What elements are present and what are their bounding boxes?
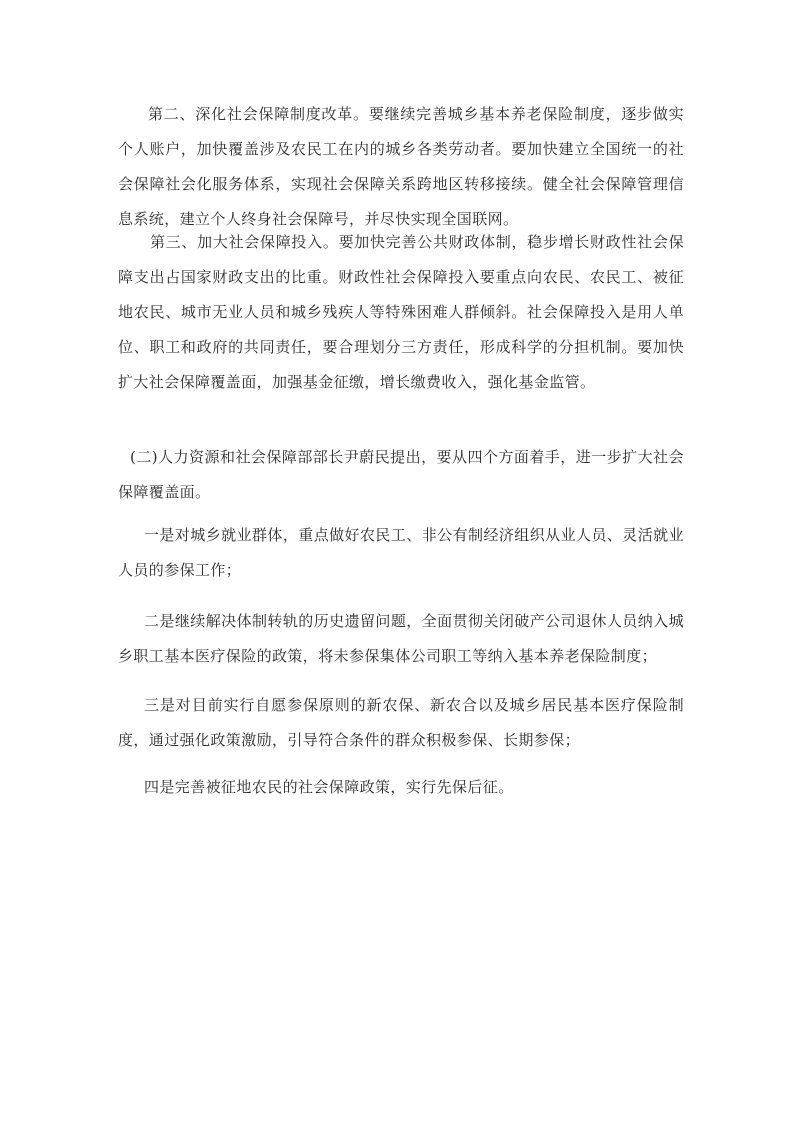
paragraph-item-two: 二是继续解决体制转轨的历史遗留问题，全面贯彻关闭破产公司退休人员纳入城乡职工基本医疗保险的政策，将未参保集体公司职工等纳入基本养老保险制度； bbox=[118, 612, 684, 665]
paragraph-item-three: 三是对目前实行自愿参保原则的新农保、新农合以及城乡居民基本医疗保险制度，通过强化政策激励，引导符合条件的群众积极参保、长期参保； bbox=[118, 696, 684, 749]
paragraph-minister-proposal: (二)人力资源和社会保障部部长尹蔚民提出，要从四个方面着手，进一步扩大社会保障覆盖面。 bbox=[118, 448, 684, 501]
paragraph-item-one: 一是对城乡就业群体，重点做好农民工、非公有制经济组织从业人员、灵活就业人员的参保工作； bbox=[118, 526, 684, 579]
paragraph-increase-investment: 第三、加大社会保障投入。要加快完善公共财政体制，稳步增长财政性社会保障支出占国家财政支出的比重。财政性社会保障投入要重点向农民、农民工、被征地农民、城市无业人员和城乡残疾人等特殊困难人群倾斜。社会保障投入是用人单位、职工和政府的共同责任，要合理划分三方责任，形成科学的分担机制。要加快扩大社会保障覆盖面，加强基金征缴，增长缴费收入，强化基金监管。 bbox=[118, 233, 684, 391]
paragraph-item-four: 四是完善被征地农民的社会保障政策，实行先保后征。 bbox=[144, 778, 514, 796]
paragraph-deepen-reform: 第二、深化社会保障制度改革。要继续完善城乡基本养老保险制度，逐步做实个人账户，加快覆盖涉及农民工在内的城乡各类劳动者。要加快建立全国统一的社会保障社会化服务体系，实现社会保障关系跨地区转移接续。健全社会保障管理信息系统，建立个人终身社会保障号，并尽快实现全国联网。 bbox=[118, 105, 684, 228]
